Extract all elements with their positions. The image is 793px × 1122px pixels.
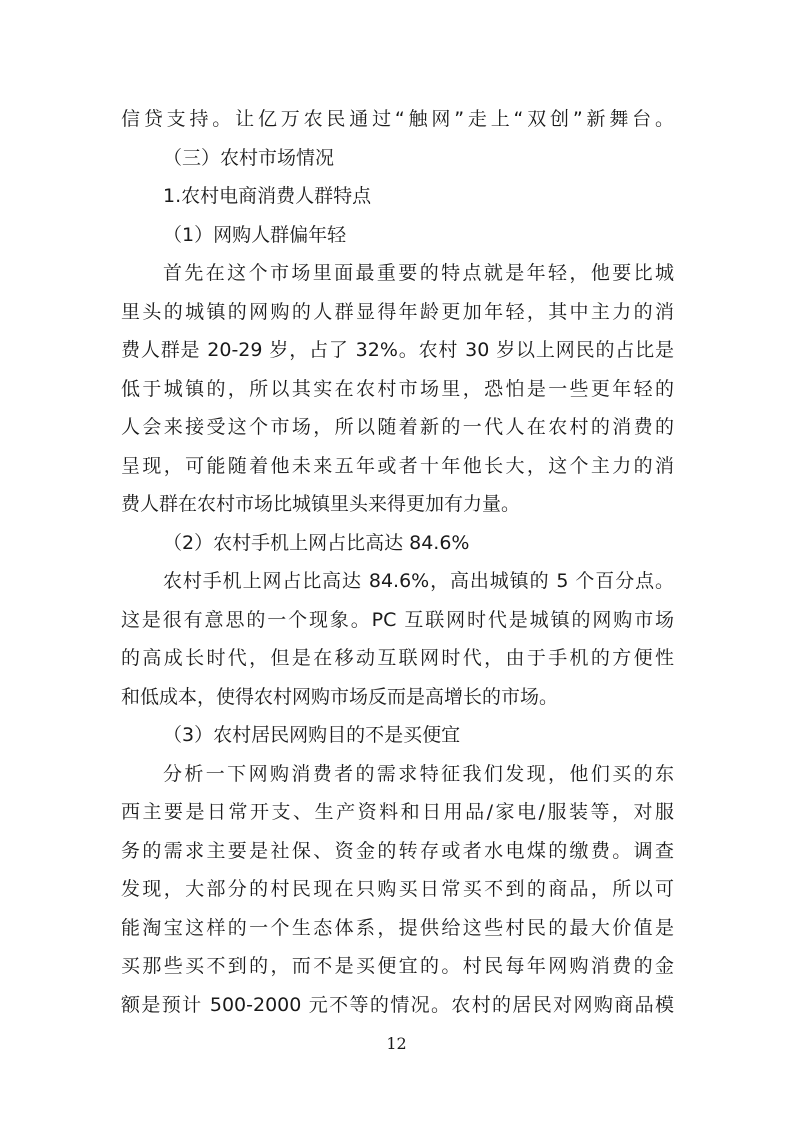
paragraph-line: 买那些买不到的，而不是买便宜的。村民每年网购消费的金 [121, 955, 674, 977]
paragraph-line: 低于城镇的，所以其实在农村市场里，恐怕是一些更年轻的 [121, 377, 674, 400]
paragraph-line: 发现，大部分的村民现在只购买日常买不到的商品，所以可 [121, 878, 674, 900]
section-heading-rural-market: （三）农村市场情况 [163, 146, 335, 169]
paragraph-line: 额是预计 500-2000 元不等的情况。农村的居民对网购商品模 [121, 993, 674, 1016]
paragraph-line: 分析一下网购消费者的需求特征我们发现，他们买的东 [163, 762, 674, 785]
paragraph-line: 的高成长时代，但是在移动互联网时代，由于手机的方便性 [121, 647, 674, 669]
paragraph-continuation-line: 信贷支持。让亿万农民通过“触网”走上“双创”新舞台。 [121, 108, 674, 130]
paragraph-line: 费人群是 20-29 岁，占了 32%。农村 30 岁以上网民的占比是 [121, 339, 674, 361]
subheading-shopping-purpose: （3）农村居民网购目的不是买便宜 [163, 724, 461, 746]
subheading-mobile-share: （2）农村手机上网占比高达 84.6% [163, 531, 470, 554]
paragraph-line: 和低成本，使得农村网购市场反而是高增长的市场。 [121, 685, 559, 708]
subheading-consumer-traits: 1.农村电商消费人群特点 [163, 185, 372, 207]
paragraph-line: 这是很有意思的一个现象。PC 互联网时代是城镇的网购市场 [121, 608, 674, 631]
paragraph-line: 人会来接受这个市场，所以随着新的一代人在农村的消费的 [121, 416, 674, 438]
paragraph-line: 西主要是日常开支、生产资料和日用品/家电/服装等，对服 [121, 801, 674, 823]
paragraph-line: 能淘宝这样的一个生态体系，提供给这些村民的最大价值是 [121, 916, 674, 939]
paragraph-line: 务的需求主要是社保、资金的转存或者水电煤的缴费。调查 [121, 839, 674, 862]
body-text [121, 100, 674, 1024]
paragraph-line: 费人群在农村市场比城镇里头来得更加有力量。 [121, 493, 521, 515]
paragraph-line: 农村手机上网占比高达 84.6%，高出城镇的 5 个百分点。 [163, 570, 674, 592]
paragraph-line: 里头的城镇的网购的人群显得年龄更加年轻，其中主力的消 [121, 300, 674, 323]
paragraph-line: 呈现，可能随着他未来五年或者十年他长大，这个主力的消 [121, 454, 674, 477]
paragraph-line: 首先在这个市场里面最重要的特点就是年轻，他要比城 [163, 262, 674, 284]
subheading-young-shoppers: （1）网购人群偏年轻 [163, 223, 347, 246]
page-number: 12 [386, 1034, 407, 1053]
